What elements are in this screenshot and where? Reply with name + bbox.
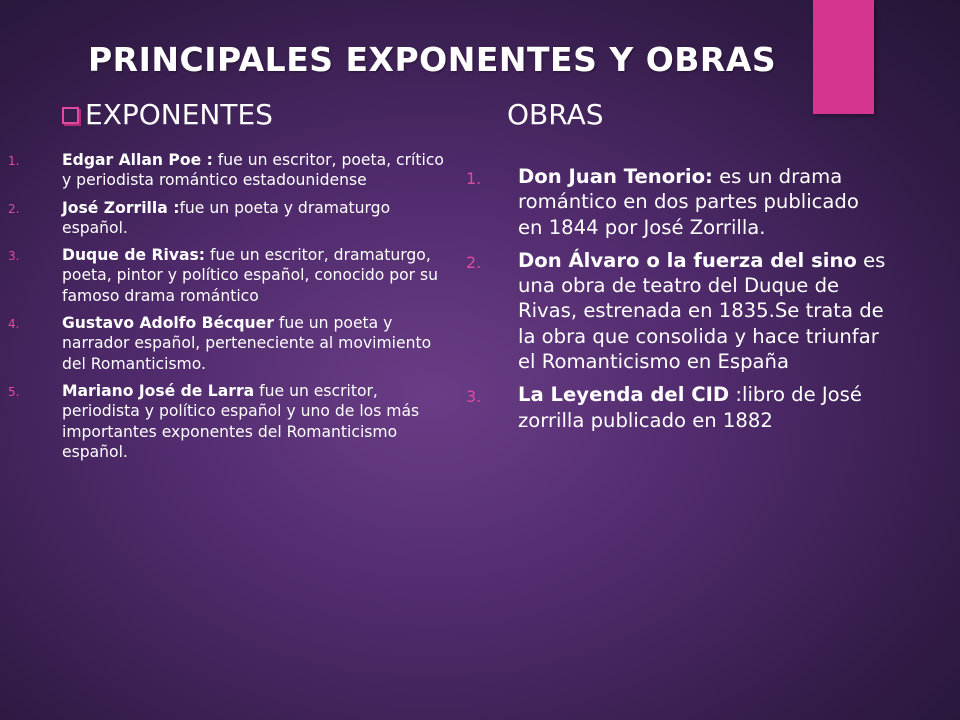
item-number: 2. bbox=[8, 201, 20, 216]
item-number: 2. bbox=[466, 252, 482, 272]
list-item bbox=[466, 248, 886, 374]
list-item bbox=[8, 245, 458, 306]
author-description: fue un poeta y narrador español, perteneciente al movimiento del Romanticismo. bbox=[62, 314, 432, 373]
author-name: Duque de Rivas: bbox=[62, 246, 206, 265]
author-name: Mariano José de Larra bbox=[62, 381, 255, 400]
author-description: fue un poeta y dramaturgo español. bbox=[62, 198, 391, 237]
work-title: La Leyenda del CID bbox=[518, 383, 730, 407]
exponentes-heading bbox=[62, 98, 273, 131]
work-description: :libro de José zorrilla publicado en 1882 bbox=[518, 383, 862, 432]
slide-title: PRINCIPALES EXPONENTES Y OBRAS bbox=[88, 40, 777, 79]
list-item bbox=[466, 382, 886, 433]
list-item bbox=[8, 381, 458, 462]
obras-list bbox=[466, 164, 886, 441]
list-item bbox=[8, 150, 458, 191]
accent-bar bbox=[813, 0, 874, 114]
author-description: fue un escritor, dramaturgo, poeta, pintor y político español, conocido por su famoso drama romántico bbox=[62, 246, 439, 305]
item-number: 3. bbox=[8, 249, 20, 264]
item-number: 5. bbox=[8, 384, 20, 399]
work-description: es un drama romántico en dos partes publicado en 1844 por José Zorrilla. bbox=[518, 165, 859, 239]
square-bullet-icon bbox=[62, 107, 79, 124]
author-name: Gustavo Adolfo Bécquer bbox=[62, 314, 274, 333]
list-item bbox=[8, 198, 458, 239]
work-title: Don Álvaro o la fuerza del sino bbox=[518, 248, 857, 272]
obras-heading bbox=[505, 98, 604, 131]
item-number: 4. bbox=[8, 317, 20, 332]
item-number: 1. bbox=[466, 169, 482, 188]
work-title: Don Juan Tenorio: bbox=[518, 165, 713, 188]
author-name: José Zorrilla : bbox=[62, 198, 180, 217]
list-item bbox=[466, 164, 886, 240]
list-item bbox=[8, 313, 458, 374]
exponentes-heading-label: EXPONENTES bbox=[85, 98, 273, 131]
exponentes-list bbox=[8, 150, 458, 469]
item-number: 1. bbox=[8, 154, 20, 168]
author-description: fue un escritor, poeta, crítico y periodista romántico estadounidense bbox=[62, 151, 444, 190]
work-description: es una obra de teatro del Duque de Rivas, estrenada en 1835.Se trata de la obra que consolida y hace triunfar el Romanticismo en España bbox=[518, 248, 886, 374]
item-number: 3. bbox=[466, 387, 482, 407]
author-name: Edgar Allan Poe : bbox=[62, 151, 213, 169]
author-description: fue un escritor, periodista y político español y uno de los más importantes exponentes del Romanticismo español. bbox=[62, 381, 420, 461]
obras-heading-label: OBRAS bbox=[507, 98, 604, 131]
